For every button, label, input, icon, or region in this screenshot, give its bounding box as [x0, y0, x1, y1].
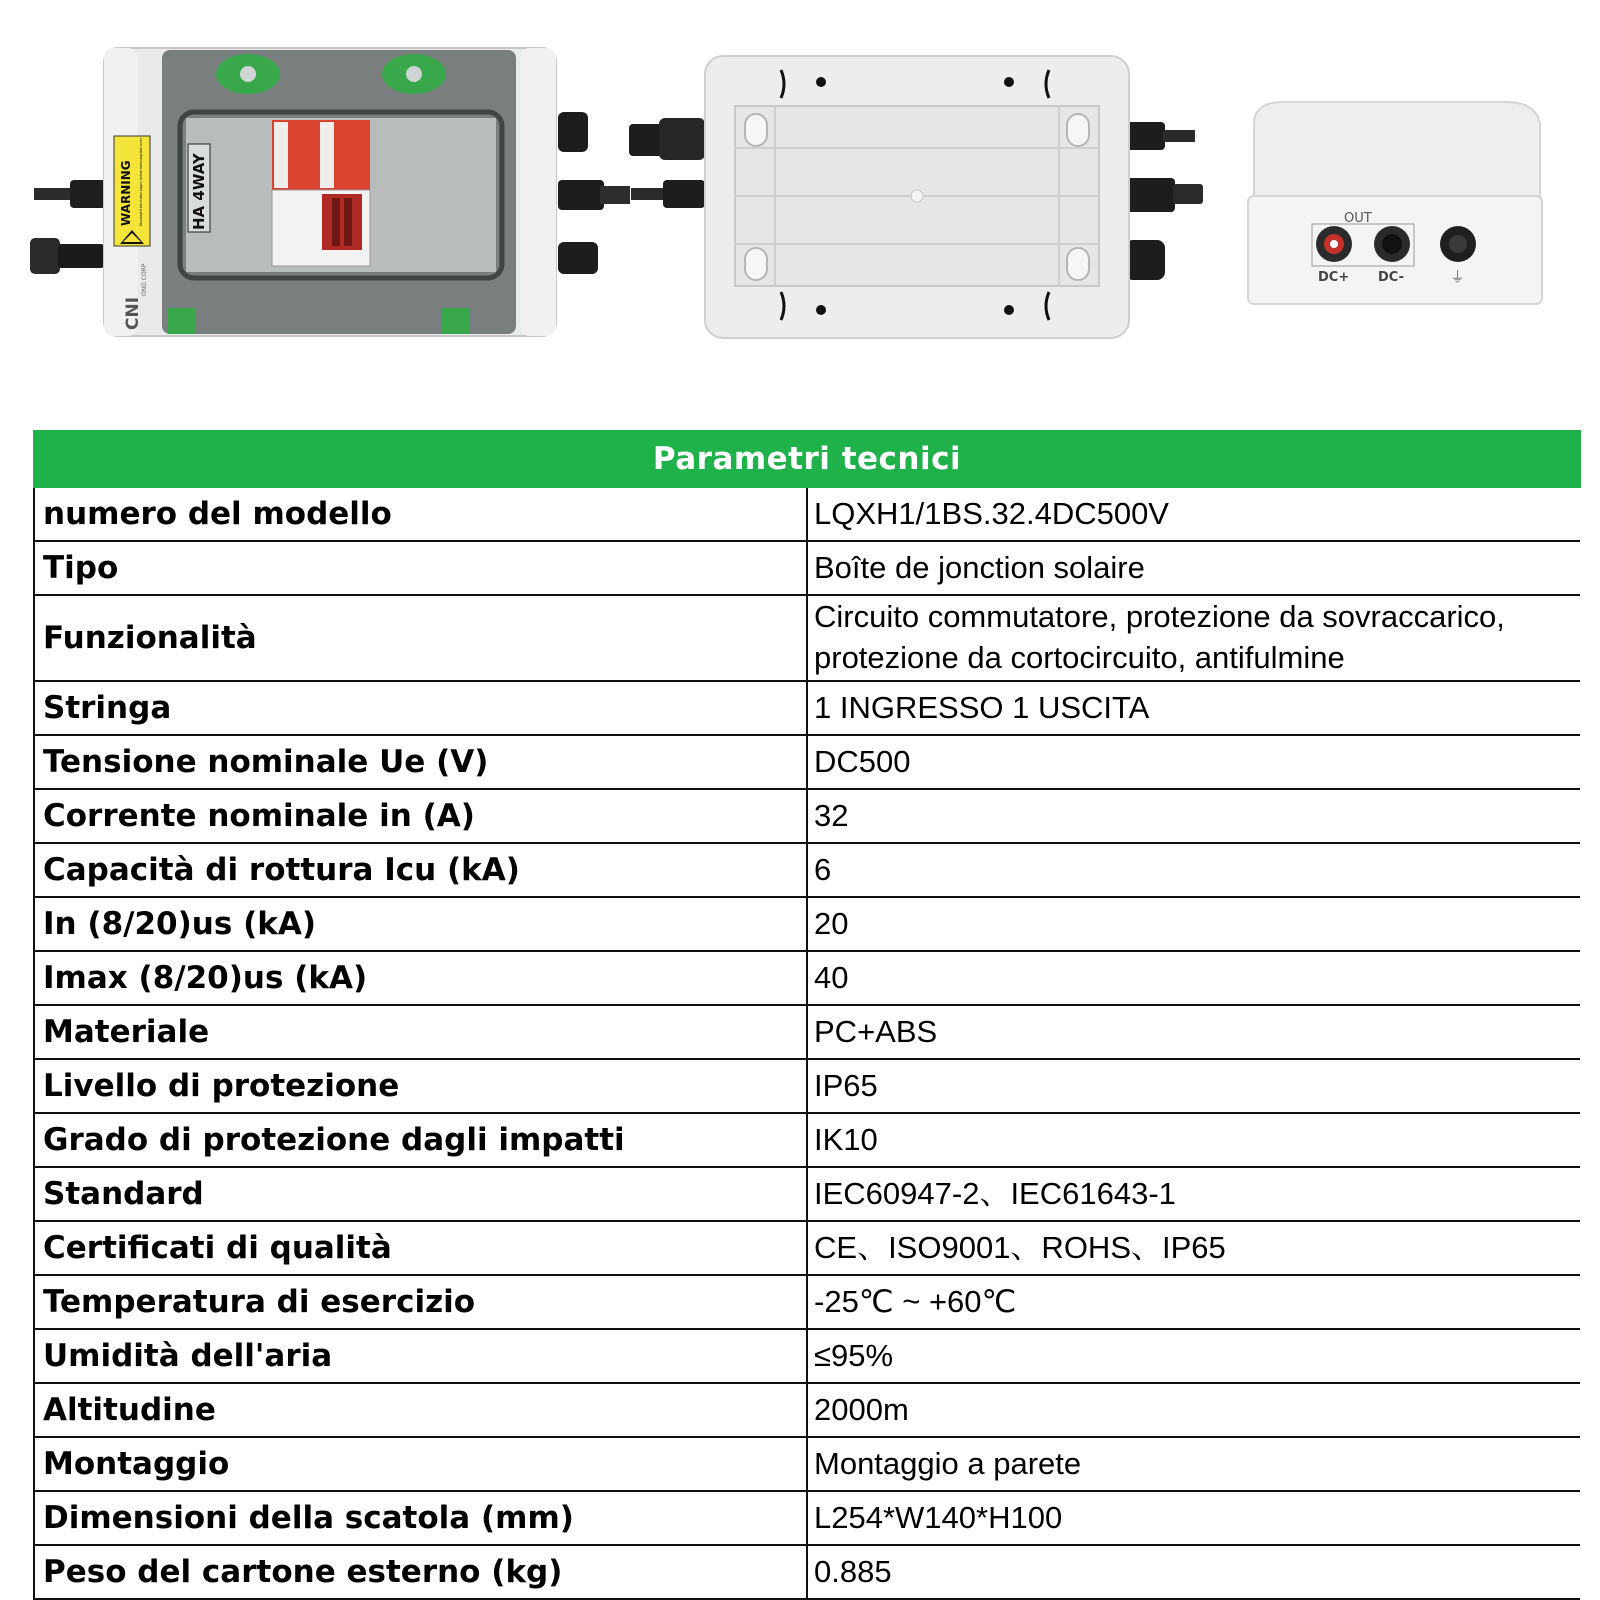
- parameter-label: Grado di protezione dagli impatti: [34, 1113, 807, 1167]
- parameter-label: Standard: [34, 1167, 807, 1221]
- din-label: HA 4WAY: [190, 153, 208, 230]
- left-connector-top: [34, 180, 106, 208]
- table-row: [34, 843, 1580, 897]
- table-row: [34, 1113, 1580, 1167]
- parameter-value: Montaggio a parete: [807, 1437, 1580, 1491]
- table-row: [34, 1437, 1580, 1491]
- parameter-value: 20: [807, 897, 1580, 951]
- parameter-value: 0.885: [807, 1545, 1580, 1599]
- table-row: [34, 541, 1580, 595]
- parameter-value: 40: [807, 951, 1580, 1005]
- table-row: [34, 595, 1580, 681]
- table-row: [34, 1491, 1580, 1545]
- table-body: [34, 487, 1580, 1599]
- technical-parameters-table: [33, 430, 1581, 1600]
- dc-minus-label: DC-: [1378, 270, 1405, 285]
- parameter-value: IK10: [807, 1113, 1580, 1167]
- parameter-label: Materiale: [34, 1005, 807, 1059]
- parameter-value: CE、ISO9001、ROHS、IP65: [807, 1221, 1580, 1275]
- table-row: [34, 1167, 1580, 1221]
- parameter-label: Livello di protezione: [34, 1059, 807, 1113]
- parameter-value: ≤95%: [807, 1329, 1580, 1383]
- parameter-label: Imax (8/20)us (kA): [34, 951, 807, 1005]
- parameter-value: 6: [807, 843, 1580, 897]
- parameter-label: Certificati di qualità: [34, 1221, 807, 1275]
- parameter-value: 32: [807, 789, 1580, 843]
- table-row: [34, 681, 1580, 735]
- table-row: [34, 735, 1580, 789]
- side-view-image: [1248, 98, 1544, 310]
- parameter-value: L254*W140*H100: [807, 1491, 1580, 1545]
- warning-fine-print: Disconnect the mains supply before removing this cover: [139, 135, 143, 226]
- parameter-label: Funzionalità: [34, 595, 807, 681]
- parameter-label: Umidità dell'aria: [34, 1329, 807, 1383]
- parameter-label: Temperatura di esercizio: [34, 1275, 807, 1329]
- parameter-value: 2000m: [807, 1383, 1580, 1437]
- table-row: [34, 1005, 1580, 1059]
- back-view-image: [625, 52, 1215, 342]
- parameter-label: Capacità di rottura Icu (kA): [34, 843, 807, 897]
- parameter-value: Boîte de jonction solaire: [807, 541, 1580, 595]
- parameter-label: Montaggio: [34, 1437, 807, 1491]
- parameter-value: PC+ABS: [807, 1005, 1580, 1059]
- table-row: [34, 1221, 1580, 1275]
- table-title: Parametri tecnici: [34, 431, 1580, 487]
- front-view-image: [20, 40, 630, 350]
- dc-plus-label: DC+: [1318, 270, 1350, 285]
- parameter-value: Circuito commutatore, protezione da sovraccarico, protezione da cortocircuito, antifulmine: [807, 595, 1580, 681]
- table-row: [34, 1059, 1580, 1113]
- parameter-value: 1 INGRESSO 1 USCITA: [807, 681, 1580, 735]
- table-row: [34, 951, 1580, 1005]
- table-row: [34, 789, 1580, 843]
- table-row: [34, 1275, 1580, 1329]
- parameter-value: LQXH1/1BS.32.4DC500V: [807, 487, 1580, 541]
- parameter-value: -25℃ ~ +60℃: [807, 1275, 1580, 1329]
- right-gland-1: [558, 112, 588, 152]
- product-images: [0, 0, 1600, 380]
- parameter-label: Tensione nominale Ue (V): [34, 735, 807, 789]
- table-row: [34, 1329, 1580, 1383]
- table-row: [34, 897, 1580, 951]
- warning-label: WARNING: [119, 160, 133, 226]
- parameter-value: IEC60947-2、IEC61643-1: [807, 1167, 1580, 1221]
- table-row: [34, 487, 1580, 541]
- parameter-label: Corrente nominale in (A): [34, 789, 807, 843]
- right-connector-2: [558, 180, 604, 210]
- parameter-value: DC500: [807, 735, 1580, 789]
- parameter-label: Altitudine: [34, 1383, 807, 1437]
- parameter-label: Dimensioni della scatola (mm): [34, 1491, 807, 1545]
- parameter-value: IP65: [807, 1059, 1580, 1113]
- table-row: [34, 1545, 1580, 1599]
- out-label: OUT: [1344, 211, 1372, 226]
- parameter-label: numero del modello: [34, 487, 807, 541]
- parameter-label: Peso del cartone esterno (kg): [34, 1545, 807, 1599]
- parameter-label: Tipo: [34, 541, 807, 595]
- parameter-label: In (8/20)us (kA): [34, 897, 807, 951]
- right-connector-3: [558, 242, 598, 274]
- table-row: [34, 1383, 1580, 1437]
- ground-icon: ⏚: [1450, 268, 1466, 286]
- left-connector-bottom: [30, 238, 104, 274]
- brand-logo: CNI: [123, 296, 143, 330]
- brand-logo-sub: ONG CORP: [141, 263, 148, 296]
- parameter-label: Stringa: [34, 681, 807, 735]
